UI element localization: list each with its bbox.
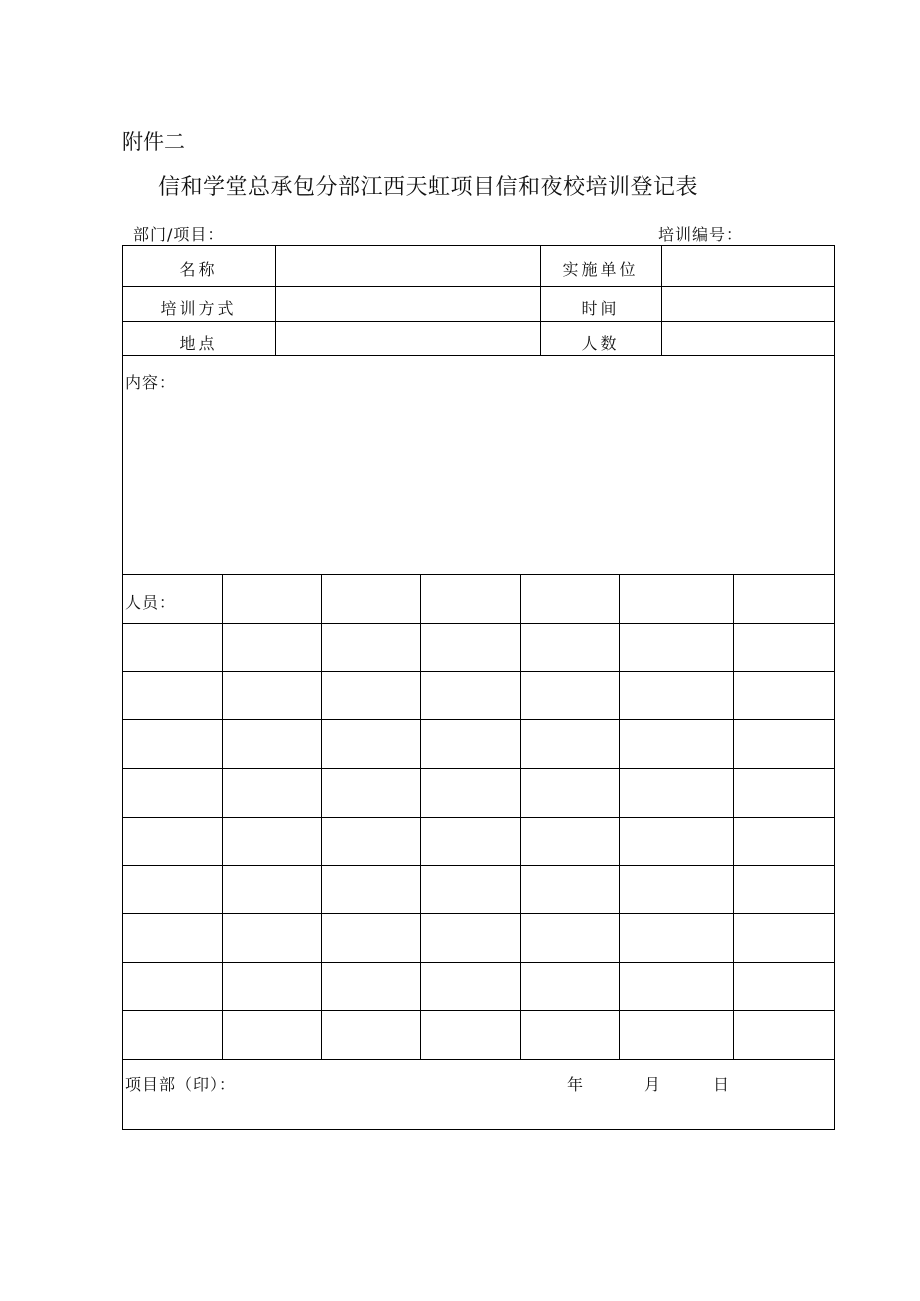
personnel-cell[interactable] bbox=[734, 575, 834, 623]
personnel-cell[interactable] bbox=[123, 720, 222, 768]
personnel-cell[interactable] bbox=[521, 963, 619, 1010]
day-label: 日 bbox=[713, 1075, 731, 1094]
personnel-cell[interactable] bbox=[123, 914, 222, 962]
personnel-cell[interactable] bbox=[421, 720, 520, 768]
personnel-cell[interactable] bbox=[223, 769, 321, 817]
personnel-cell[interactable] bbox=[734, 672, 834, 719]
personnel-cell[interactable] bbox=[421, 672, 520, 719]
personnel-cell[interactable] bbox=[421, 818, 520, 865]
personnel-cell[interactable] bbox=[734, 963, 834, 1010]
personnel-cell[interactable] bbox=[223, 720, 321, 768]
personnel-cell[interactable] bbox=[322, 914, 420, 962]
unit-label: 实施单位 bbox=[562, 260, 639, 279]
personnel-cell[interactable] bbox=[223, 914, 321, 962]
personnel-cell[interactable] bbox=[421, 914, 520, 962]
method-field[interactable] bbox=[276, 287, 540, 321]
personnel-cell[interactable] bbox=[421, 866, 520, 913]
personnel-cell[interactable] bbox=[421, 769, 520, 817]
personnel-cell[interactable] bbox=[620, 720, 733, 768]
personnel-cell[interactable] bbox=[322, 963, 420, 1010]
personnel-cell[interactable] bbox=[322, 672, 420, 719]
unit-field[interactable] bbox=[662, 246, 834, 286]
personnel-cell[interactable] bbox=[223, 1011, 321, 1059]
personnel-cell[interactable] bbox=[620, 672, 733, 719]
row-divider bbox=[122, 1059, 835, 1060]
personnel-cell[interactable] bbox=[421, 575, 520, 623]
dept-project-label: 部门/项目： bbox=[133, 225, 225, 244]
content-field[interactable] bbox=[123, 356, 834, 574]
personnel-cell[interactable] bbox=[734, 866, 834, 913]
personnel-cell[interactable] bbox=[734, 624, 834, 671]
personnel-cell[interactable] bbox=[521, 769, 619, 817]
personnel-cell[interactable] bbox=[620, 963, 733, 1010]
personnel-cell[interactable] bbox=[322, 720, 420, 768]
personnel-cell[interactable] bbox=[734, 914, 834, 962]
personnel-cell[interactable] bbox=[620, 914, 733, 962]
personnel-cell[interactable] bbox=[421, 1011, 520, 1059]
location-label: 地点 bbox=[179, 334, 218, 353]
personnel-cell[interactable] bbox=[223, 575, 321, 623]
personnel-cell[interactable] bbox=[322, 1011, 420, 1059]
personnel-cell[interactable] bbox=[521, 575, 619, 623]
personnel-cell[interactable] bbox=[734, 720, 834, 768]
personnel-cell[interactable] bbox=[223, 963, 321, 1010]
personnel-cell[interactable] bbox=[223, 672, 321, 719]
personnel-cell[interactable] bbox=[421, 963, 520, 1010]
personnel-cell[interactable] bbox=[123, 624, 222, 671]
personnel-cell[interactable] bbox=[322, 818, 420, 865]
name-label: 名称 bbox=[179, 260, 218, 279]
personnel-cell[interactable] bbox=[223, 624, 321, 671]
personnel-cell[interactable] bbox=[322, 769, 420, 817]
personnel-label: 人员： bbox=[125, 593, 177, 612]
year-label: 年 bbox=[567, 1075, 585, 1094]
content-label: 内容： bbox=[125, 373, 177, 392]
personnel-cell[interactable] bbox=[521, 914, 619, 962]
personnel-cell[interactable] bbox=[521, 1011, 619, 1059]
personnel-cell[interactable] bbox=[123, 866, 222, 913]
count-field[interactable] bbox=[662, 322, 834, 355]
count-label: 人数 bbox=[581, 334, 620, 353]
personnel-cell[interactable] bbox=[421, 624, 520, 671]
form-title: 信和学堂总承包分部江西天虹项目信和夜校培训登记表 bbox=[158, 175, 699, 200]
personnel-cell[interactable] bbox=[521, 672, 619, 719]
method-label: 培训方式 bbox=[160, 299, 237, 318]
personnel-cell[interactable] bbox=[734, 769, 834, 817]
personnel-cell[interactable] bbox=[521, 818, 619, 865]
personnel-cell[interactable] bbox=[620, 575, 733, 623]
personnel-cell[interactable] bbox=[734, 1011, 834, 1059]
personnel-cell[interactable] bbox=[123, 672, 222, 719]
personnel-cell[interactable] bbox=[521, 720, 619, 768]
personnel-cell[interactable] bbox=[223, 818, 321, 865]
personnel-cell[interactable] bbox=[123, 963, 222, 1010]
personnel-cell[interactable] bbox=[322, 866, 420, 913]
personnel-cell[interactable] bbox=[521, 866, 619, 913]
personnel-cell[interactable] bbox=[223, 866, 321, 913]
personnel-cell[interactable] bbox=[734, 818, 834, 865]
personnel-cell[interactable] bbox=[322, 624, 420, 671]
training-code-label: 培训编号： bbox=[658, 225, 744, 244]
attachment-label: 附件二 bbox=[122, 130, 185, 154]
personnel-cell[interactable] bbox=[620, 624, 733, 671]
personnel-cell[interactable] bbox=[620, 866, 733, 913]
personnel-cell[interactable] bbox=[620, 818, 733, 865]
table-border-bottom bbox=[122, 1129, 835, 1130]
personnel-cell[interactable] bbox=[123, 1011, 222, 1059]
personnel-cell[interactable] bbox=[322, 575, 420, 623]
name-field[interactable] bbox=[276, 246, 540, 286]
time-field[interactable] bbox=[662, 287, 834, 321]
personnel-cell[interactable] bbox=[123, 818, 222, 865]
personnel-cell[interactable] bbox=[521, 624, 619, 671]
personnel-cell[interactable] bbox=[620, 1011, 733, 1059]
table-border-right bbox=[834, 245, 835, 1130]
personnel-cell[interactable] bbox=[620, 769, 733, 817]
time-label: 时间 bbox=[581, 299, 620, 318]
personnel-cell[interactable] bbox=[123, 769, 222, 817]
month-label: 月 bbox=[644, 1075, 662, 1094]
location-field[interactable] bbox=[276, 322, 540, 355]
dept-seal-label: 项目部（印）： bbox=[125, 1075, 237, 1094]
